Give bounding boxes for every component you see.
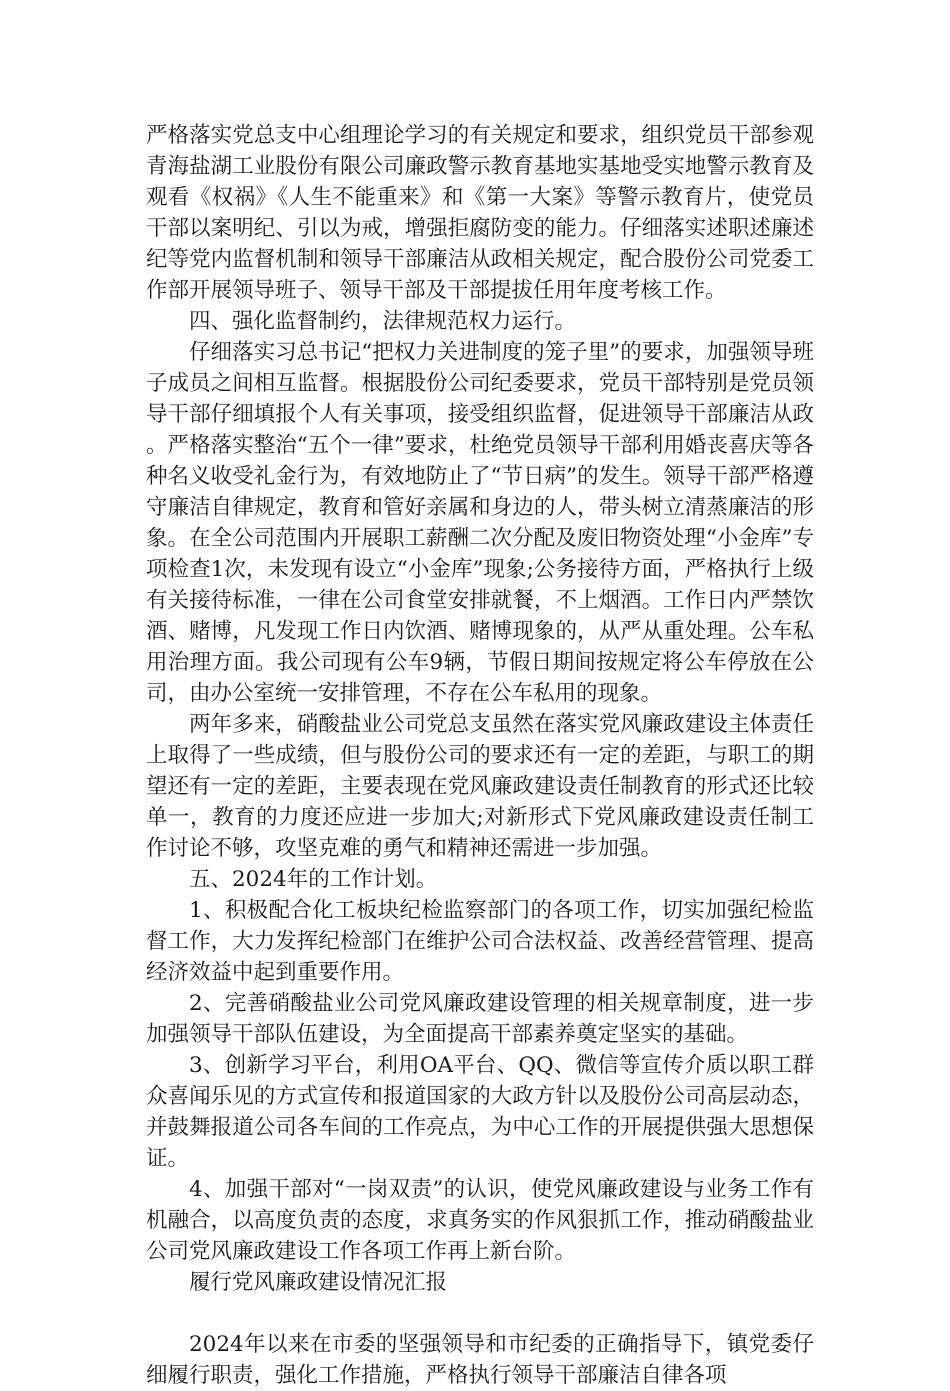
plan-item: 3、创新学习平台，利用OA平台、QQ、微信等宣传介质以职工群众喜闻乐见的方式宣传和报道国家的大政方针以及股份公司高层动态，并鼓舞报道公司各车间的工作亮点，为中心工作的开展提供强大思想保证。 [146, 1053, 814, 1171]
body-paragraph: 2024年以来在市委的坚强领导和市纪委的正确指导下，镇党委仔细履行职责，强化工作措施，严格执行领导干部廉洁自律各项 [146, 1332, 814, 1388]
document-title: 履行党风廉政建设情况汇报 [189, 1270, 448, 1295]
section-heading: 四、强化监督制约，法律规范权力运行。 [189, 309, 577, 334]
body-paragraph: 仔细落实习总书记“把权力关进制度的笼子里”的要求，加强领导班子成员之间相互监督。根据股份公司纪委要求，党员干部特别是党员领导干部仔细填报个人有关事项，接受组织监督，促进领导干部廉洁从政。严格落实整治“五个一律”要求，杜绝党员领导干部利用婚丧喜庆等各种名义收受礼金行为，有效地防止了“节日病”的发生。领导干部严格遵守廉洁自律规定，教育和管好亲属和身边的人，带头树立清蒸廉洁的形象。在全公司范围内开展职工薪酬二次分配及废旧物资处理“小金库”专项检查1次，未发现有设立“小金库”现象;公务接待方面，严格执行上级有关接待标准，一律在公司食堂安排就餐，不上烟酒。工作日内严禁饮酒、赌博，凡发现工作日内饮酒、赌博现象的，从严从重处理。公车私用治理方面。我公司现有公车9辆，节假日期间按规定将公车停放在公司，由办公室统一安排管理，不存在公车私用的现象。 [146, 340, 814, 706]
plan-item: 2、完善硝酸盐业公司党风廉政建设管理的相关规章制度，进一步加强领导干部队伍建设，为全面提高干部素养奠定坚实的基础。 [146, 991, 814, 1047]
body-paragraph: 严格落实党总支中心组理论学习的有关规定和要求，组织党员干部参观青海盐湖工业股份有限公司廉政警示教育基地实基地受实地警示教育及观看《权祸》《人生不能重来》和《第一大案》等警示教育片，使党员干部以案明纪、引以为戒，增强拒腐防变的能力。仔细落实述职述廉述纪等党内监督机制和领导干部廉洁从政相关规定，配合股份公司党委工作部开展领导班子、领导干部及干部提拔任用年度考核工作。 [146, 123, 814, 303]
document-page [146, 120, 814, 1391]
section-heading: 五、2024年的工作计划。 [189, 867, 438, 892]
body-paragraph: 两年多来，硝酸盐业公司党总支虽然在落实党风廉政建设主体责任上取得了一些成绩，但与股份公司的要求还有一定的差距，与职工的期望还有一定的差距，主要表现在党风廉政建设责任制教育的形式还比较单一，教育的力度还应进一步加大;对新形式下党风廉政建设责任制工作讨论不够，攻坚克难的勇气和精神还需进一步加强。 [146, 712, 814, 861]
plan-item: 1、积极配合化工板块纪检监察部门的各项工作，切实加强纪检监督工作，大力发挥纪检部门在维护公司合法权益、改善经营管理、提高经济效益中起到重要作用。 [146, 898, 814, 985]
blank-line [146, 1298, 814, 1329]
plan-item: 4、加强干部对“一岗双责”的认识，使党风廉政建设与业务工作有机融合，以高度负责的态度，求真务实的作风狠抓工作，推动硝酸盐业公司党风廉政建设工作各项工作再上新台阶。 [146, 1177, 814, 1264]
